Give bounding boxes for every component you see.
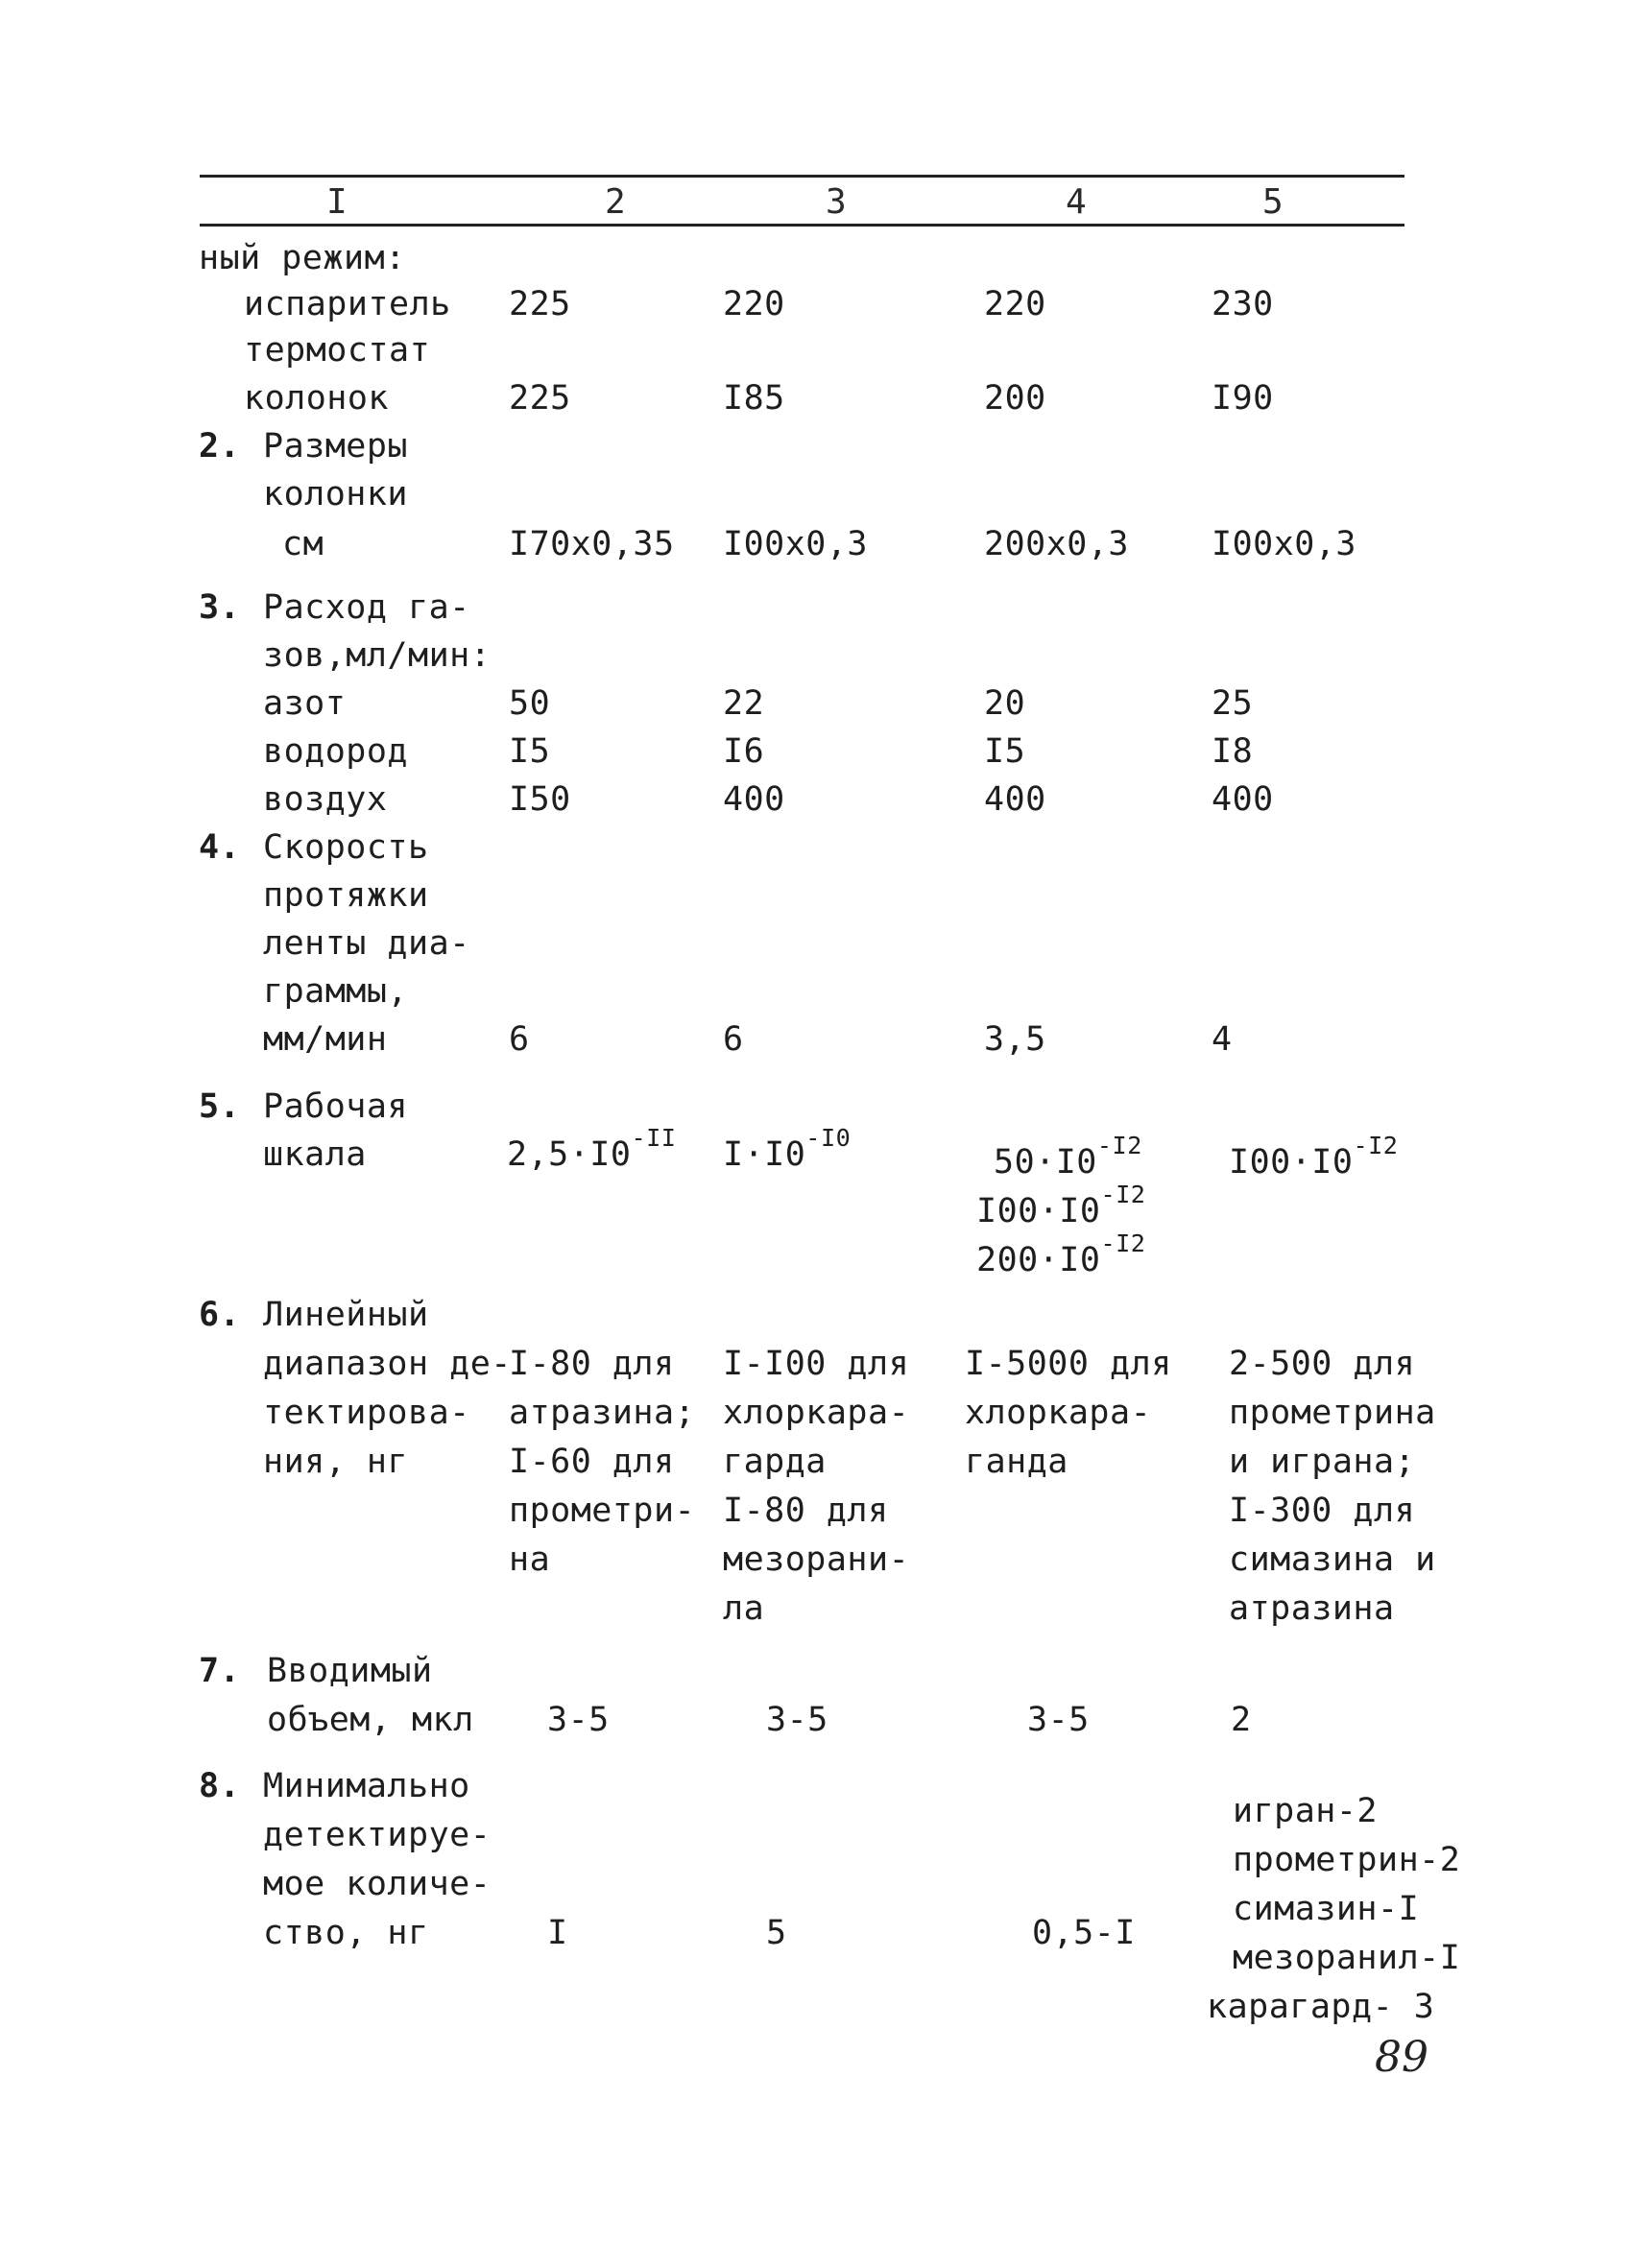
row-label: испаритель — [244, 285, 451, 323]
column-header-2: 2 — [605, 182, 626, 222]
row-label: колонки — [263, 475, 409, 513]
table-cell: ганда — [965, 1443, 1068, 1481]
item-number: 7. — [199, 1652, 241, 1690]
row-label: мм/мин — [263, 1020, 388, 1059]
table-cell: 6 — [723, 1020, 744, 1059]
table-cell: 2-500 для — [1229, 1345, 1416, 1383]
row-label: воздух — [263, 780, 388, 819]
row-label: Вводимый — [267, 1652, 433, 1690]
table-cell: I90 — [1212, 379, 1274, 418]
row-label: шкала — [263, 1135, 367, 1174]
table-cell: 200x0,3 — [984, 525, 1130, 563]
table-cell: 25 — [1212, 684, 1254, 723]
item-number: 8. — [199, 1767, 241, 1805]
table-cell: I5 — [984, 732, 1026, 771]
scale-base: I00·I0 — [1229, 1143, 1354, 1182]
table-cell: 3-5 — [766, 1701, 828, 1739]
scale-base: I·I0 — [723, 1135, 806, 1174]
table-cell: 225 — [509, 379, 571, 418]
row-label: ный режим: — [199, 239, 406, 277]
table-cell: 225 — [509, 285, 571, 323]
table-cell: 50 — [509, 684, 551, 723]
table-cell: игран-2 — [1233, 1792, 1379, 1830]
row-label: зов,мл/мин: — [263, 636, 492, 675]
table-cell: I-60 для — [509, 1443, 675, 1481]
item-number: 3. — [199, 588, 241, 627]
table-cell: и играна; — [1229, 1443, 1416, 1481]
row-label: детектируе- — [263, 1816, 492, 1854]
scale-base: I00·I0 — [976, 1192, 1101, 1230]
table-cell: I-80 для — [723, 1492, 889, 1530]
column-header-1: I — [326, 182, 348, 222]
scale-base: 50·I0 — [994, 1143, 1097, 1182]
scale-exponent: -I2 — [1353, 1131, 1399, 1159]
table-cell: 20 — [984, 684, 1026, 723]
table-cell: карагард- 3 — [1207, 1988, 1435, 2026]
table-cell: I85 — [723, 379, 785, 418]
row-label: диапазон де- — [263, 1345, 512, 1383]
table-cell: I50 — [509, 780, 571, 819]
table-cell: I-80 для — [509, 1345, 675, 1383]
row-label: ство, нг — [263, 1914, 429, 1952]
table-cell: 6 — [509, 1020, 530, 1059]
table-cell: 2 — [1231, 1701, 1252, 1739]
table-cell: 5 — [766, 1914, 787, 1952]
scale-exponent: -II — [631, 1123, 677, 1152]
item-number: 5. — [199, 1087, 241, 1126]
item-number: 6. — [199, 1296, 241, 1334]
scale-value — [976, 1229, 1146, 1285]
table-cell: гарда — [723, 1443, 827, 1481]
table-cell: I-I00 для — [723, 1345, 910, 1383]
table-cell: мезоранил-I — [1233, 1939, 1461, 1977]
table-cell: хлоркара- — [723, 1394, 910, 1432]
row-label: водород — [263, 732, 409, 771]
table-cell: симазина и — [1229, 1540, 1436, 1579]
table-cell: 220 — [984, 285, 1046, 323]
table-cell: I00x0,3 — [1212, 525, 1357, 563]
column-header-5: 5 — [1262, 182, 1284, 222]
table-cell: 4 — [1212, 1020, 1233, 1059]
row-label: Скорость — [263, 828, 429, 867]
table-cell: хлоркара- — [965, 1394, 1152, 1432]
row-label: термостат — [244, 331, 431, 370]
table-cell: 22 — [723, 684, 765, 723]
table-cell: 400 — [984, 780, 1046, 819]
item-number: 4. — [199, 828, 241, 867]
table-cell: 400 — [1212, 780, 1274, 819]
table-cell: I6 — [723, 732, 765, 771]
row-label: Линейный — [263, 1296, 429, 1334]
table-cell: 3-5 — [1027, 1701, 1090, 1739]
row-label: азот — [263, 684, 347, 723]
row-label: тектирова- — [263, 1394, 470, 1432]
row-label: ния, нг — [263, 1443, 409, 1481]
table-cell: I5 — [509, 732, 551, 771]
row-label: протяжки — [263, 876, 429, 915]
table-cell: I70x0,35 — [509, 525, 675, 563]
row-label: Рабочая — [263, 1087, 409, 1126]
table-cell: на — [509, 1540, 551, 1579]
row-label: Размеры — [263, 427, 409, 466]
row-label: объем, мкл — [267, 1701, 474, 1739]
scale-value — [1229, 1131, 1399, 1187]
row-label: Минимально — [263, 1767, 470, 1805]
column-header-3: 3 — [826, 182, 847, 222]
row-label: мое количе- — [263, 1865, 492, 1903]
table-top-rule — [200, 175, 1404, 178]
table-header-rule — [200, 224, 1404, 227]
scale-exponent: -I2 — [1100, 1180, 1146, 1208]
table-cell: 3-5 — [547, 1701, 610, 1739]
table-cell: 400 — [723, 780, 785, 819]
table-cell: I8 — [1212, 732, 1254, 771]
item-number: 2. — [199, 427, 241, 466]
table-cell: мезорани- — [723, 1540, 910, 1579]
table-cell: I — [547, 1914, 568, 1952]
scale-value — [723, 1123, 852, 1180]
scale-base: 200·I0 — [976, 1241, 1101, 1279]
table-cell: 230 — [1212, 285, 1274, 323]
table-cell: I-300 для — [1229, 1492, 1416, 1530]
table-cell: 200 — [984, 379, 1046, 418]
row-label: колонок — [244, 379, 390, 418]
table-cell: прометрина — [1229, 1394, 1436, 1432]
table-cell: 0,5-I — [1032, 1914, 1136, 1952]
row-label: граммы, — [263, 972, 409, 1011]
scale-exponent: -I2 — [1100, 1229, 1146, 1257]
row-label: ленты диа- — [263, 924, 470, 963]
scale-exponent: -I2 — [1096, 1131, 1142, 1159]
table-cell: I00x0,3 — [723, 525, 869, 563]
table-cell: прометри- — [509, 1492, 696, 1530]
table-cell: I-5000 для — [965, 1345, 1172, 1383]
table-cell: симазин-I — [1233, 1890, 1420, 1928]
table-cell: 3,5 — [984, 1020, 1046, 1059]
table-cell: ла — [723, 1589, 765, 1628]
row-label: Расход га- — [263, 588, 470, 627]
table-cell: атразина; — [509, 1394, 696, 1432]
table-cell: прометрин-2 — [1233, 1841, 1461, 1879]
scale-base: 2,5·I0 — [507, 1135, 632, 1174]
scale-value — [507, 1123, 677, 1180]
column-header-4: 4 — [1066, 182, 1087, 222]
table-cell: 220 — [723, 285, 785, 323]
row-label: см — [282, 525, 324, 563]
page-number: 89 — [1375, 2033, 1428, 2082]
scale-exponent: -I0 — [805, 1123, 852, 1152]
table-cell: атразина — [1229, 1589, 1395, 1628]
